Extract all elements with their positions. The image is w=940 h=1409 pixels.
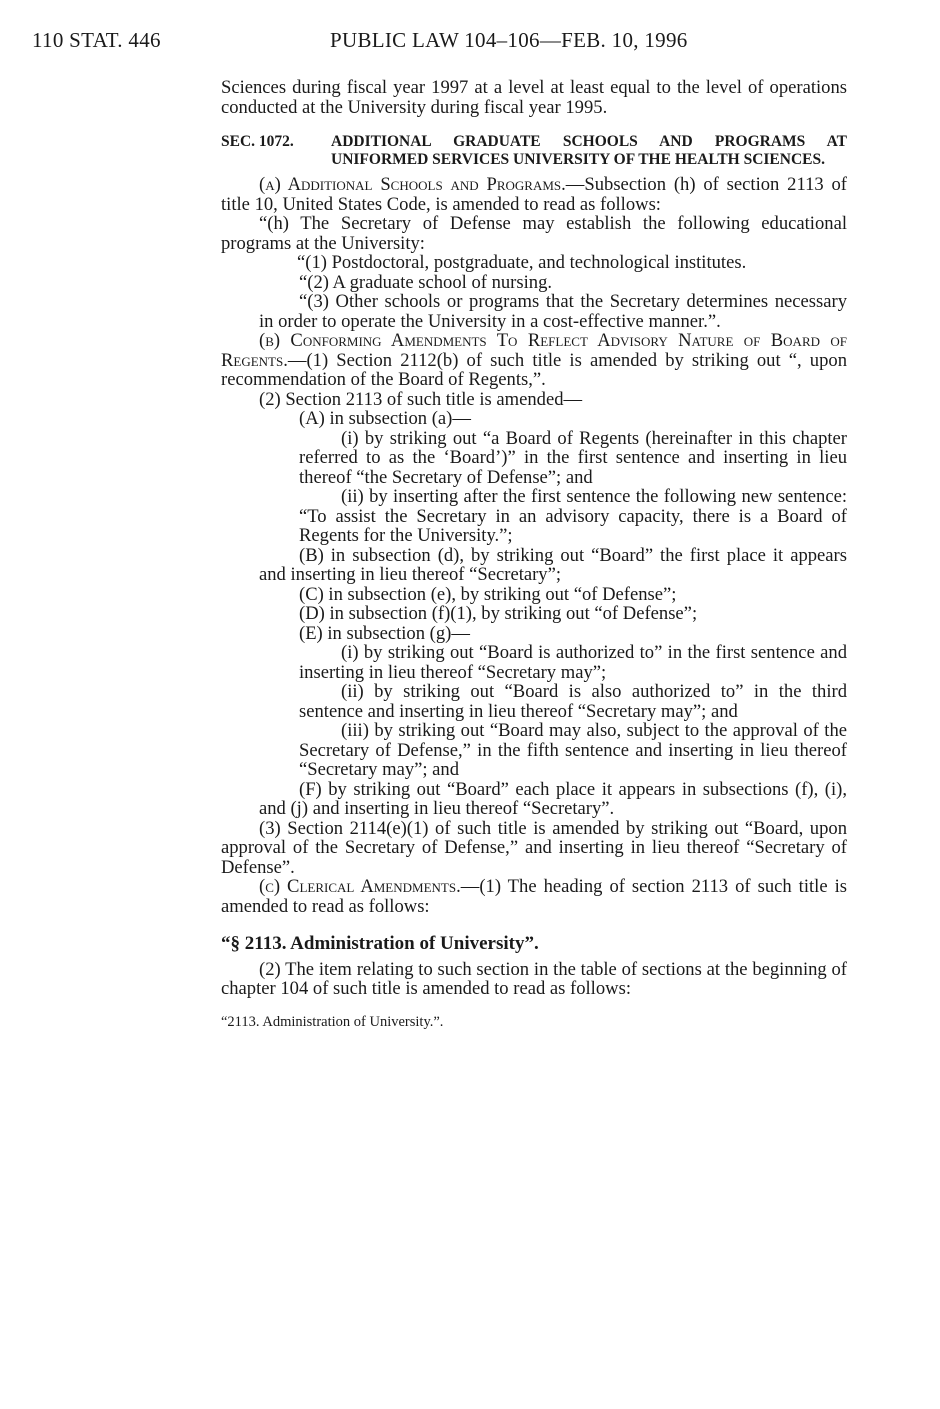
clause-B: (B) in subsection (d), by striking out “Board” the first place it appears and inserting in lieu thereof “Secretary”; (259, 544, 847, 585)
paragraph-c2: (2) The item relating to such section in the table of sections at the beginning of chapter 104 of such title is amended to read as follows: (221, 958, 847, 999)
quoted-item-1-text: “(1) Postdoctoral, postgraduate, and technological institutes. (297, 252, 747, 273)
clause-C: (C) in subsection (e), by striking out “of Defense”; (299, 583, 677, 605)
clause-E-iii: (iii) by striking out “Board may also, subject to the approval of the Secretary of Defense,” in the fifth sentence and inserting in lieu thereof “Secretary may”; and (299, 720, 847, 780)
subsection-a-heading: (a) Additional Schools and Programs. (259, 174, 566, 195)
law-title: PUBLIC LAW 104–106—FEB. 10, 1996 (330, 28, 688, 52)
document-body (221, 78, 847, 1032)
statute-page-ref: 110 STAT. 446 (32, 28, 161, 52)
paragraph-b2: (2) Section 2113 of such title is amended— (259, 388, 583, 410)
quoted-subsection-h: “(h) The Secretary of Defense may establish the following educational programs at the University: (221, 213, 847, 254)
quoted-item-3: “(3) Other schools or programs that the Secretary determines necessary in order to operate the University in a cost-effective manner.”. (259, 291, 847, 332)
section-title: ADDITIONAL GRADUATE SCHOOLS AND PROGRAMS AT UNIFORMED SERVICES UNIVERSITY OF THE HEALTH SCIENCES. (331, 133, 847, 168)
subsection-a (221, 175, 847, 214)
clause-A-i: (i) by striking out “a Board of Regents (hereinafter in this chapter referred to as the ‘Board’)” in the first sentence and inserting in lieu thereof “the Secretary of Defense”; and (299, 427, 847, 488)
clause-E-ii: (ii) by striking out “Board is also authorized to” in the third sentence and inserting in lieu thereof “Secretary may”; and (299, 681, 847, 722)
clause-A: (A) in subsection (a)— (299, 408, 471, 429)
subsection-c (221, 877, 847, 916)
section-number: SEC. 1072. (221, 133, 294, 150)
subsection-b-body: —(1) Section 2112(b) of such title is amended by striking out “, upon recommendation of the Board of Regents,”. (221, 349, 847, 390)
clause-D: (D) in subsection (f)(1), by striking out “of Defense”; (299, 603, 698, 624)
clause-E-i: (i) by striking out “Board is authorized to” in the first sentence and inserting in lieu thereof “Secretary may”; (299, 642, 847, 683)
subsection-a-body: —Subsection (h) of section 2113 of title 10, United States Code, is amended to read as follows: (221, 174, 847, 215)
amended-heading: “§ 2113. Administration of University”. (221, 933, 539, 954)
paragraph-continuation: Sciences during fiscal year 1997 at a level at least equal to the level of operations conducted at the University during fiscal year 1995. (221, 77, 847, 118)
clause-A-ii: (ii) by inserting after the first sentence the following new sentence: “To assist the Secretary in an advisory capacity, there is a Board of Regents for the University.”; (299, 486, 847, 546)
subsection-b (221, 331, 847, 390)
table-item: “2113. Administration of University.”. (221, 1013, 444, 1030)
subsection-c-body: —(1) The heading of section 2113 of such title is amended to read as follows: (221, 876, 847, 917)
section-heading (221, 133, 847, 169)
paragraph-b3: (3) Section 2114(e)(1) of such title is amended by striking out “Board, upon approval of the Secretary of Defense,” and inserting in lieu thereof “Secretary of Defense”. (221, 817, 847, 878)
subsection-c-heading: (c) Clerical Amendments. (259, 876, 461, 897)
quoted-item-1 (221, 253, 847, 273)
clause-F: (F) by striking out “Board” each place it appears in subsections (f), (i), and (j) and inserting in lieu thereof “Secretary”. (259, 778, 847, 819)
quoted-item-2: “(2) A graduate school of nursing. (299, 271, 553, 293)
clause-E: (E) in subsection (g)— (299, 622, 470, 644)
subsection-b-heading: (b) Conforming Amendments To Reflect Advisory Nature of Board of Regents. (221, 330, 847, 371)
